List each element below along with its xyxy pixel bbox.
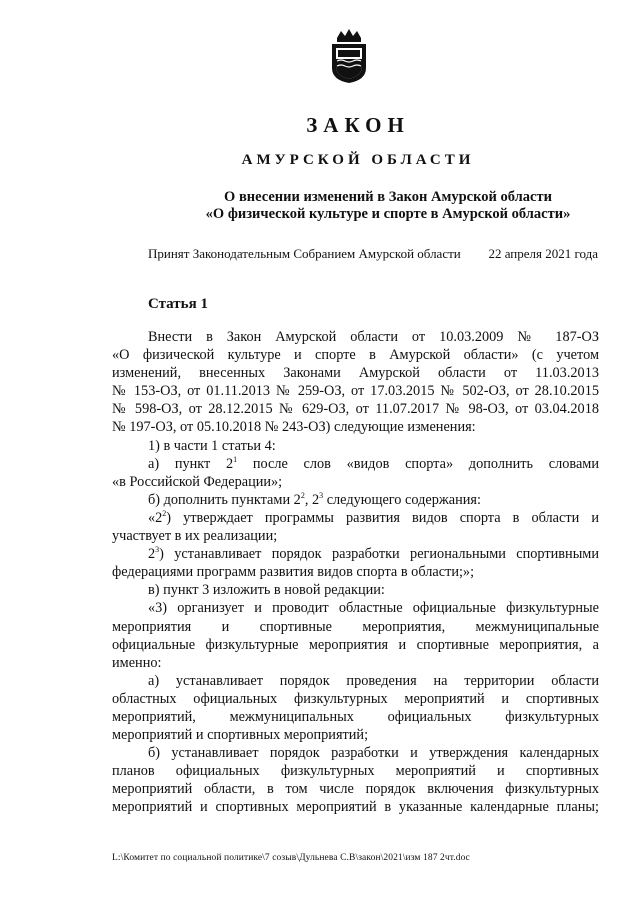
text-line: «О физической культуре и спорте в Амурской области» (с учетом	[112, 347, 599, 364]
text-line: «$2^2$) утверждает программы развития видов спорта в области и	[148, 508, 599, 526]
article-body	[112, 328, 599, 817]
text-line: $2^3$) устанавливает порядок разработки региональными спортивными	[148, 545, 599, 563]
text-line: б) дополнить пунктами $2^2$, $2^3$ следующего содержания:	[148, 490, 481, 508]
text-line: официальные физкультурные мероприятия и спортивные мероприятия, а	[112, 636, 599, 653]
subject-line: «О физической культуре и спорте в Амурской области»	[205, 206, 571, 222]
text-line: участвует в их реализации;	[112, 528, 278, 545]
text-line: мероприятия и спортивные мероприятия, межмуниципальные	[112, 618, 599, 635]
subject-line: О внесении изменений в Закон Амурской области	[224, 189, 552, 205]
text-line: мероприятий области, в том числе порядок включения физкультурных	[112, 781, 599, 798]
text-line: а) пункт $2^1$ после слов «видов спорта» дополнить словами	[148, 454, 599, 472]
text-line: № 197-ОЗ, от 05.10.2018 № 243-ОЗ) следующие изменения:	[112, 419, 476, 436]
text-line: планов официальных физкультурных мероприятий и спортивных	[112, 763, 599, 780]
text-line: Внести в Закон Амурской области от 10.03.2009 № 187-ОЗ	[148, 329, 599, 345]
text-line: мероприятий и спортивных мероприятий в указанные календарные планы;	[112, 799, 599, 816]
text-line: мероприятий и спортивных мероприятий;	[112, 727, 369, 744]
coat-of-arms-icon	[328, 28, 370, 84]
text-line: в) пункт 3 изложить в новой редакции:	[148, 582, 385, 599]
text-line: «3) организует и проводит областные официальные физкультурные	[148, 600, 599, 617]
text-line: изменений, внесенных Законами Амурской области от 11.03.2013	[112, 365, 599, 382]
text-line: «в Российской Федерации»;	[112, 473, 283, 490]
region-title: АМУРСКОЙ ОБЛАСТИ	[241, 152, 475, 168]
adoption-text: Принят Законодательным Собранием Амурской области	[148, 246, 461, 261]
text-line: № 153-ОЗ, от 01.11.2013 № 259-ОЗ, от 17.03.2015 № 502-ОЗ, от 28.10.2015	[112, 383, 599, 400]
text-line: № 598-ОЗ, от 28.12.2015 № 629-ОЗ, от 11.07.2017 № 98-ОЗ, от 03.04.2018	[112, 401, 599, 418]
adoption-line	[148, 246, 598, 262]
text-line: мероприятий, межмуниципальных официальных физкультурных	[112, 708, 599, 725]
law-subject	[100, 189, 640, 223]
file-path-footer: L:\Комитет по социальной политике\7 созыв\Дульнева С.В\закон\2021\изм 187 2чт.doc	[112, 853, 470, 863]
article-heading: Статья 1	[148, 296, 208, 312]
text-line: 1) в части 1 статьи 4:	[148, 437, 276, 454]
text-line: именно:	[112, 654, 162, 671]
adoption-date: 22 апреля 2021 года	[488, 246, 598, 261]
text-line: б) устанавливает порядок разработки и утверждения календарных	[148, 745, 599, 762]
document-title: ЗАКОН	[306, 113, 410, 137]
text-line: а) устанавливает порядок проведения на территории области	[148, 672, 599, 689]
text-line: областных официальных физкультурных мероприятий и спортивных	[112, 690, 599, 707]
text-line: федерациями программ развития видов спорта в области;»;	[112, 564, 475, 581]
